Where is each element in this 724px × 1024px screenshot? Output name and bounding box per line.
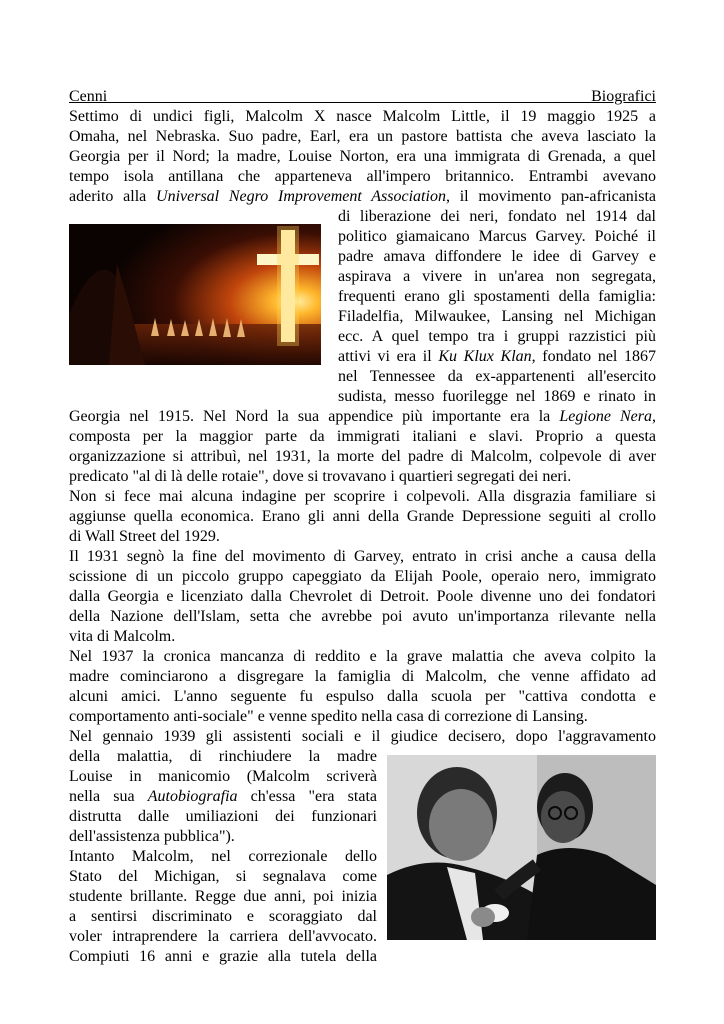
- body-line: studente brillante. Regge due anni, poi inizia: [69, 888, 377, 905]
- body-line: comportamento anti-sociale" e venne spedito nella casa di correzione di Lansing.: [69, 708, 588, 725]
- body-line: padre amava diffondere le idee di Garvey e: [338, 248, 656, 265]
- body-line: ecc. A quel tempo tra i gruppi razzistici più: [338, 328, 656, 345]
- body-line: Louise in manicomio (Malcolm scriverà: [69, 768, 377, 785]
- body-line: madre cominciarono a disgregare la famiglia di Malcolm, che venne affidato ad: [69, 668, 656, 685]
- italic-term: Ku Klux Klan: [438, 348, 532, 365]
- body-line: a sentirsi discriminato e scoraggiato dal: [69, 908, 377, 925]
- body-line: Omaha, nel Nebraska. Suo padre, Earl, era un pastore battista che aveva lasciato la: [69, 128, 656, 145]
- body-line: nel Tennessee da ex-appartenenti all'esercito: [338, 368, 656, 385]
- body-line: Georgia nel 1915. Nel Nord la sua appendice più importante era la Legione Nera,: [69, 408, 657, 425]
- body-line: organizzazione si attribuì, nel 1931, la morte del padre di Malcolm, colpevole di aver: [69, 448, 656, 465]
- body-line: Stato del Michigan, si segnalava come: [69, 868, 377, 885]
- body-line: composta per la maggior parte da immigrati italiani e slavi. Proprio a questa: [69, 428, 656, 445]
- body-line: attivi vi era il Ku Klux Klan, fondato nel 1867: [338, 348, 657, 365]
- body-line: sudista, messo fuorilegge nel 1869 e rinato in: [338, 388, 656, 405]
- body-line: predicato "al di là delle rotaie", dove si trovavano i quartieri segregati dei neri.: [69, 468, 572, 485]
- body-line: Nel 1937 la cronica mancanza di reddito e la grave malattia che aveva colpito la: [69, 648, 656, 665]
- body-line: Compiuti 16 anni e grazie alla tutela della: [69, 948, 377, 965]
- body-line: aggiunse quella economica. Erano gli anni della Grande Depressione seguiti al crollo: [69, 508, 656, 525]
- body-line: Settimo di undici figli, Malcolm X nasce Malcolm Little, il 19 maggio 1925 a: [69, 108, 656, 125]
- body-line: politico giamaicano Marcus Garvey. Poiché il: [338, 228, 656, 245]
- malcolm-x-and-man-photo: [387, 755, 656, 940]
- body-line: tempo isola antillana che apparteneva all'impero britannico. Entrambi avevano: [69, 168, 656, 185]
- section-heading: Cenni Biografici: [69, 88, 656, 105]
- body-line: Nel gennaio 1939 gli assistenti sociali e il giudice decisero, dopo l'aggravamento: [69, 728, 656, 745]
- italic-term: Universal Negro Improvement Association: [156, 188, 446, 205]
- klan-burning-cross-photo: [69, 224, 321, 365]
- body-line: Intanto Malcolm, nel correzionale dello: [69, 848, 377, 865]
- body-line: di Wall Street del 1929.: [69, 528, 220, 545]
- body-line: Georgia per il Nord; la madre, Louise Norton, era una immigrata di Grenada, a quel: [69, 148, 656, 165]
- body-line: dalla Georgia e licenziato dalla Chevrolet di Detroit. Poole divenne uno dei fondatori: [69, 588, 656, 605]
- body-line: Non si fece mai alcuna indagine per scoprire i colpevoli. Alla disgrazia familiare si: [69, 488, 656, 505]
- italic-term: Autobiografia: [147, 788, 238, 805]
- body-line: alcuni amici. L'anno seguente fu espulso dalla scuola per "cattiva condotta e: [69, 688, 656, 705]
- body-line: Il 1931 segnò la fine del movimento di Garvey, entrato in crisi anche a causa della: [69, 548, 656, 565]
- body-line: di liberazione dei neri, fondato nel 1914 dal: [338, 208, 656, 225]
- body-line: nella sua Autobiografia ch'essa "era stata: [69, 788, 377, 805]
- body-line: frequenti erano gli spostamenti della famiglia:: [338, 288, 656, 305]
- body-line: della malattia, di rinchiudere la madre: [69, 748, 377, 765]
- body-line: dell'assistenza pubblica").: [69, 828, 235, 845]
- body-line: vita di Malcolm.: [69, 628, 176, 645]
- body-line: scissione di un piccolo gruppo capeggiato da Elijah Poole, operaio nero, immigrato: [69, 568, 656, 585]
- body-line: distrutta dalle umiliazioni dei funzionari: [69, 808, 377, 825]
- body-line: Filadelfia, Milwaukee, Lansing nel Michigan: [338, 308, 656, 325]
- body-line: della Nazione dell'Islam, setta che avrebbe poi avuto un'importanza rilevante nella: [69, 608, 656, 625]
- body-line: aspirava a vivere in un'area non segregata,: [338, 268, 656, 285]
- body-line: voler intraprendere la carriera dell'avvocato.: [69, 928, 377, 945]
- italic-term: Legione Nera: [559, 408, 653, 425]
- body-line: aderito alla Universal Negro Improvement Association, il movimento pan-africanista: [69, 188, 657, 205]
